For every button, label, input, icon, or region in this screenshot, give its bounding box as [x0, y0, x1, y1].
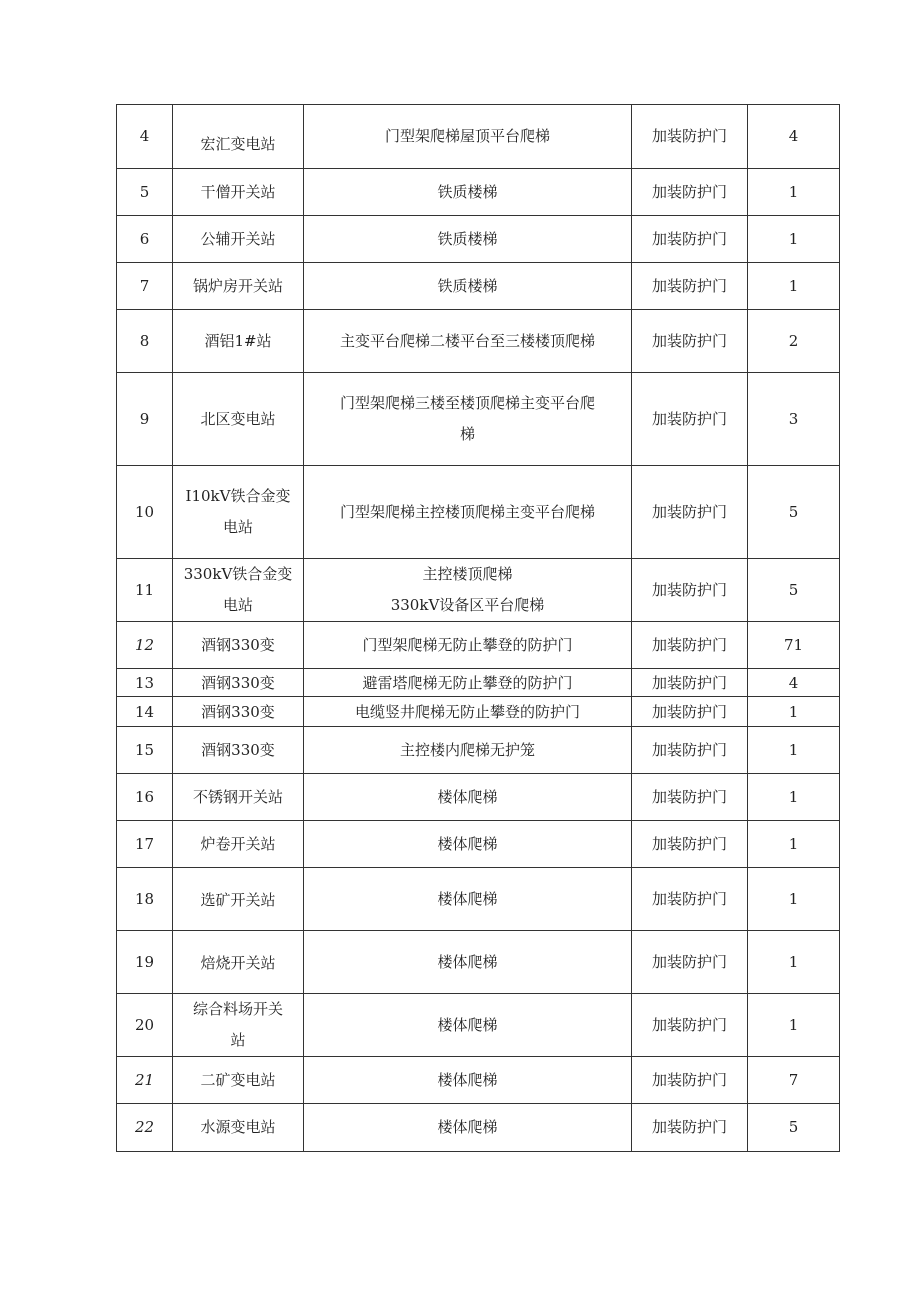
quantity: 1 — [748, 774, 840, 821]
ladder-location: 楼体爬梯 — [304, 868, 632, 931]
ladder-location: 楼体爬梯 — [304, 994, 632, 1057]
quantity: 5 — [748, 466, 840, 559]
ladder-location-line-1: 主控楼顶爬梯 — [422, 565, 513, 583]
action: 加装防护门 — [632, 263, 748, 310]
station-name — [173, 559, 304, 622]
station-name-line-2: 电站 — [222, 596, 253, 614]
ladder-location: 门型架爬梯无防止攀登的防护门 — [304, 622, 632, 669]
station-name: 炉卷开关站 — [173, 821, 304, 868]
action: 加装防护门 — [632, 1057, 748, 1104]
station-name: 宏汇变电站 — [173, 105, 304, 169]
action: 加装防护门 — [632, 466, 748, 559]
row-number: 19 — [117, 931, 173, 994]
ladder-location: 避雷塔爬梯无防止攀登的防护门 — [304, 669, 632, 697]
station-name: 北区变电站 — [173, 373, 304, 466]
station-name-line-2: 站 — [230, 1031, 246, 1049]
row-number: 5 — [117, 169, 173, 216]
table-row — [117, 466, 840, 559]
ladder-location: 楼体爬梯 — [304, 821, 632, 868]
row-number: 13 — [117, 669, 173, 697]
quantity: 4 — [748, 669, 840, 697]
action: 加装防护门 — [632, 727, 748, 774]
station-name: 锅炉房开关站 — [173, 263, 304, 310]
quantity: 5 — [748, 559, 840, 622]
table-row — [117, 868, 840, 931]
station-name: 干僧开关站 — [173, 169, 304, 216]
ladder-protection-table — [116, 104, 840, 1152]
table-row — [117, 373, 840, 466]
ladder-location: 楼体爬梯 — [304, 931, 632, 994]
quantity: 3 — [748, 373, 840, 466]
quantity: 71 — [748, 622, 840, 669]
ladder-location: 门型架爬梯主控楼顶爬梯主变平台爬梯 — [304, 466, 632, 559]
table-row — [117, 1057, 840, 1104]
row-number: 20 — [117, 994, 173, 1057]
quantity: 1 — [748, 868, 840, 931]
table-row — [117, 105, 840, 169]
ladder-location — [304, 559, 632, 622]
row-number: 7 — [117, 263, 173, 310]
ladder-location — [304, 373, 632, 466]
row-number: 11 — [117, 559, 173, 622]
quantity: 1 — [748, 821, 840, 868]
station-name-line-1: 综合料场开关 — [192, 1000, 283, 1018]
ladder-location: 铁质楼梯 — [304, 263, 632, 310]
action: 加装防护门 — [632, 373, 748, 466]
station-name: 酒钢330变 — [173, 622, 304, 669]
action: 加装防护门 — [632, 169, 748, 216]
quantity: 4 — [748, 105, 840, 169]
quantity: 5 — [748, 1104, 840, 1152]
action: 加装防护门 — [632, 216, 748, 263]
row-number: 22 — [117, 1104, 173, 1152]
station-name: 不锈钢开关站 — [173, 774, 304, 821]
ladder-location: 楼体爬梯 — [304, 774, 632, 821]
station-name: 公辅开关站 — [173, 216, 304, 263]
action: 加装防护门 — [632, 622, 748, 669]
ladder-location: 电缆竖井爬梯无防止攀登的防护门 — [304, 697, 632, 727]
table-row — [117, 697, 840, 727]
ladder-location: 楼体爬梯 — [304, 1057, 632, 1104]
ladder-location: 主变平台爬梯二楼平台至三楼楼顶爬梯 — [304, 310, 632, 373]
row-number: 12 — [117, 622, 173, 669]
action: 加装防护门 — [632, 310, 748, 373]
ladder-location: 楼体爬梯 — [304, 1104, 632, 1152]
action: 加装防护门 — [632, 105, 748, 169]
quantity: 1 — [748, 994, 840, 1057]
action: 加装防护门 — [632, 697, 748, 727]
table-row — [117, 774, 840, 821]
row-number: 4 — [117, 105, 173, 169]
row-number: 6 — [117, 216, 173, 263]
row-number: 8 — [117, 310, 173, 373]
table-row — [117, 727, 840, 774]
row-number: 21 — [117, 1057, 173, 1104]
quantity: 1 — [748, 169, 840, 216]
action: 加装防护门 — [632, 931, 748, 994]
quantity: 7 — [748, 1057, 840, 1104]
table-row — [117, 931, 840, 994]
station-name: 二矿变电站 — [173, 1057, 304, 1104]
station-name: 酒钢330变 — [173, 669, 304, 697]
quantity: 2 — [748, 310, 840, 373]
ladder-location: 铁质楼梯 — [304, 169, 632, 216]
ladder-location: 主控楼内爬梯无护笼 — [304, 727, 632, 774]
station-name: 酒铝1#站 — [173, 310, 304, 373]
station-name: 选矿开关站 — [173, 868, 304, 931]
quantity: 1 — [748, 697, 840, 727]
action: 加装防护门 — [632, 774, 748, 821]
row-number: 9 — [117, 373, 173, 466]
quantity: 1 — [748, 727, 840, 774]
station-name: 酒钢330变 — [173, 727, 304, 774]
table-row — [117, 310, 840, 373]
station-name: 水源变电站 — [173, 1104, 304, 1152]
table-row — [117, 169, 840, 216]
action: 加装防护门 — [632, 559, 748, 622]
station-name: 焙烧开关站 — [173, 931, 304, 994]
row-number: 15 — [117, 727, 173, 774]
table-row — [117, 622, 840, 669]
station-name — [173, 994, 304, 1057]
table-row — [117, 263, 840, 310]
ladder-location: 铁质楼梯 — [304, 216, 632, 263]
row-number: 10 — [117, 466, 173, 559]
quantity: 1 — [748, 931, 840, 994]
row-number: 17 — [117, 821, 173, 868]
ladder-location: 门型架爬梯屋顶平台爬梯 — [304, 105, 632, 169]
table-row — [117, 559, 840, 622]
station-name-line-1: I10kV铁合金变 — [185, 487, 291, 505]
station-name: 酒钢330变 — [173, 697, 304, 727]
table-row — [117, 821, 840, 868]
table-row — [117, 216, 840, 263]
table-row — [117, 1104, 840, 1152]
table-row — [117, 669, 840, 697]
table-row — [117, 994, 840, 1057]
action: 加装防护门 — [632, 821, 748, 868]
action: 加装防护门 — [632, 868, 748, 931]
row-number: 16 — [117, 774, 173, 821]
station-name-line-2: 电站 — [222, 518, 253, 536]
action: 加装防护门 — [632, 994, 748, 1057]
quantity: 1 — [748, 263, 840, 310]
ladder-location-line-1: 门型架爬梯三楼至楼顶爬梯主变平台爬 — [339, 394, 595, 412]
row-number: 18 — [117, 868, 173, 931]
station-name — [173, 466, 304, 559]
action: 加装防护门 — [632, 1104, 748, 1152]
quantity: 1 — [748, 216, 840, 263]
ladder-location-line-2: 330kV设备区平台爬梯 — [390, 596, 545, 614]
ladder-location-line-2: 梯 — [459, 425, 475, 443]
action: 加装防护门 — [632, 669, 748, 697]
station-name-line-1: 330kV铁合金变 — [183, 565, 293, 583]
row-number: 14 — [117, 697, 173, 727]
